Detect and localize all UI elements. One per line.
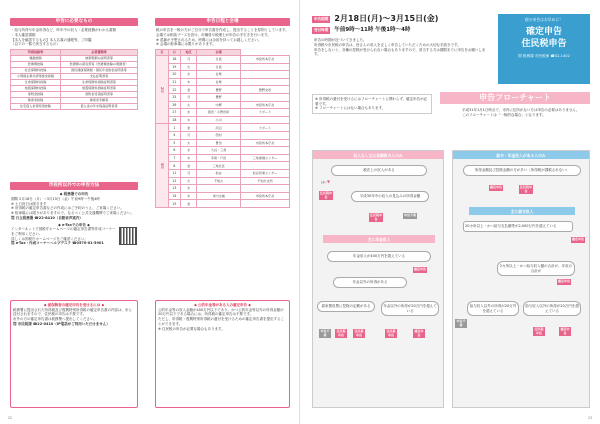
required-items-line: （以下の一覧で該当するもの） [11, 42, 60, 47]
deduction-name: 雑損控除 [11, 56, 61, 62]
schedule-col-header: 月 [156, 50, 169, 56]
schedule-weekday: 火 [181, 101, 197, 109]
table-row [11, 103, 138, 109]
flow-result-tag: 確定申告 [560, 327, 570, 335]
schedule-district: 豊野 [197, 86, 241, 94]
schedule-table [155, 49, 290, 208]
schedule-weekday: 金 [181, 86, 197, 94]
schedule-weekday: 火 [181, 139, 197, 147]
schedule-day: 25 [168, 93, 180, 101]
outside-line: ※ 所得税の確定申告書などの作成にはご予約のうえ、ご来場ください。 [11, 206, 124, 211]
consult-line-1: 確定申告 [525, 27, 562, 38]
schedule-weekday: 月 [181, 169, 197, 177]
pension-box-line: ※ 住民税の申告が必要な場合もあります。 [158, 326, 225, 331]
flow-column-income [312, 150, 444, 408]
flow-result-tag: 申告不要 [320, 329, 330, 337]
schedule-venue: 市役所本庁舎 [240, 139, 289, 147]
tax-office-heading: ◆ 税務署での申告 [59, 192, 89, 197]
schedule-weekday: 水 [181, 71, 197, 79]
schedule-venue [240, 93, 289, 101]
schedule-venue [240, 131, 289, 139]
flow-result-tag: 申告不要 [403, 213, 416, 217]
deduction-docs: 障害者手帳等 [61, 97, 138, 103]
schedule-district: 大谷・三角 [197, 147, 241, 155]
schedule-venue: 市役所本庁舎 [240, 101, 289, 109]
flow-result-tag: 住民税申告 [519, 185, 532, 193]
insured-help-title: ◆ 被保険者の確定申告を受けるには ◆ [43, 303, 105, 307]
flow-result-tag: 確定申告 [571, 237, 584, 241]
flow-result-tag: 申告不要 [456, 319, 466, 327]
schedule-col-header: 地区 [181, 50, 197, 56]
deduction-table [10, 49, 138, 110]
pension-box-title: ◆ 公的年金等がある人の確定申告 ◆ [194, 303, 251, 307]
schedule-district [197, 185, 241, 193]
schedule-district: 日高 [197, 56, 241, 64]
flowchart-header-area [312, 92, 590, 146]
schedule-intro: 税の申告を一般の方がご自分で申告書を作成し、提出することを原則としています。 [156, 28, 289, 33]
consult-box [498, 14, 590, 84]
required-items-section [10, 18, 138, 110]
schedule-district: 中郷 [197, 101, 241, 109]
schedule-day: 4 [168, 131, 180, 139]
schedule-weekday: 金 [181, 124, 197, 132]
table-row [156, 162, 290, 170]
deduction-docs: 借入金の年末残高証明書等 [61, 103, 138, 109]
period-value: 2月18日(月)〜3月15日(金) [334, 14, 439, 23]
outside-line: ※ 土日祝日は除きます [11, 201, 47, 206]
schedule-day: 13 [168, 185, 180, 193]
schedule-day: 19 [168, 63, 180, 71]
flow-question: 平成30年中の収入の見込みの所得金額 [351, 191, 429, 202]
schedule-venue: 豊野支所 [240, 86, 289, 94]
schedule-venue [240, 71, 289, 79]
schedule-day: 22 [168, 86, 180, 94]
table-row [156, 139, 290, 147]
insured-help-contact: 問 市民税課 ☎22-0410（IP電話がご利用いただけません） [13, 321, 110, 326]
schedule-day: 27 [168, 109, 180, 117]
deduction-docs: 支払証明書等 [61, 73, 138, 79]
flowchart-right-notes [462, 108, 590, 117]
deduction-docs: 地震保険料控除証明書等 [61, 85, 138, 91]
flowchart-right-note: 平成31年1月1日時点で、市内に住所がない方は申告の必要はありません。 [462, 108, 580, 112]
flow-question: 所得金額及び控除金額の方が多い（所得税が課税されない） [463, 165, 581, 176]
schedule-venue [240, 147, 289, 155]
schedule-note: ※ 混雑が予想されるため、時間には余裕を持ってお越しください。 [156, 37, 262, 42]
deduction-name: 障害者控除 [11, 97, 61, 103]
flow-result-tag: 住民税申告 [336, 329, 346, 337]
flowchart-title: 申告フローチャート [440, 92, 590, 104]
deduction-name: 医療費控除 [11, 61, 61, 67]
table-row [156, 154, 290, 162]
schedule-district: 台尾 [197, 78, 241, 86]
schedule-venue: 松谷営業センター [240, 169, 289, 177]
flow-question: 2カ所以上・かつ給与収入額の合計が、年収の合計が [497, 261, 575, 276]
schedule-day: 12 [168, 177, 180, 185]
flow-question: 年金以外の所得がある [333, 277, 407, 288]
table-row [156, 147, 290, 155]
right-page [300, 0, 600, 424]
flow-result-tag: 住民税申告 [354, 329, 364, 337]
table-row [156, 200, 290, 208]
table-row [156, 109, 290, 117]
table-row [156, 185, 290, 193]
flow-column-salary [452, 150, 590, 408]
table-row [156, 131, 290, 139]
arrow-icon: ▼ [327, 179, 331, 184]
deduction-docs: 生命保険料控除証明書等 [61, 79, 138, 85]
etax-line: インターネットで国税庁ホームページの確定申告書等作成コーナーをご利用ください。 [11, 227, 116, 236]
schedule-day: 6 [168, 147, 180, 155]
consult-title: 税の申告はお早めに！ [525, 17, 563, 22]
schedule-weekday: 木 [181, 154, 197, 162]
consult-contact: 問 税務課 市民税係 ☎32-1402 [518, 54, 570, 59]
schedule-title: 申告日程と会場 [155, 18, 290, 26]
table-row [156, 192, 290, 200]
schedule-venue: 市役所本庁舎 [240, 192, 289, 200]
page-number: 23 [587, 415, 592, 420]
table-row [11, 67, 138, 73]
deduction-name: 寄附金控除 [11, 91, 61, 97]
etax-heading: ◆ e-Taxでの申告 ◆ [58, 222, 90, 227]
deduction-col-header: 所得控除等 [11, 50, 61, 56]
schedule-venue: 不知火支所 [240, 177, 289, 185]
schedule-day: 7 [168, 154, 180, 162]
schedule-district: 黒田・小野田町 [197, 109, 241, 117]
table-row [156, 177, 290, 185]
schedule-weekday: 金 [181, 200, 197, 208]
schedule-month: 3月 [156, 124, 169, 208]
flow-result-tag: 住民税申告 [369, 213, 382, 221]
table-row [156, 86, 290, 94]
schedule-district: 西村 [197, 131, 241, 139]
insured-help-box [10, 300, 138, 408]
schedule-district: 台尾 [197, 71, 241, 79]
flow-result-tag: 住民税申告 [534, 327, 544, 335]
schedule-col-header: 日 [168, 50, 180, 56]
schedule-venue: ラポート [240, 124, 289, 132]
required-items-line: ・給与所得や年金所得など、昨年中の収入・必要経費がわかる書類 [11, 28, 116, 33]
schedule-month: 2月 [156, 56, 169, 124]
schedule-weekday: 木 [181, 192, 197, 200]
schedule-day: 8 [168, 162, 180, 170]
flow-column-income-header: 収入なし又は非課税の人のみ [313, 151, 443, 159]
flow-result-tag: 確定申告 [489, 185, 502, 189]
schedule-venue: ラポート [240, 109, 289, 117]
table-row [156, 116, 290, 124]
etax-line: 詳しくは国税庁ホームページをご確認ください。 [11, 236, 88, 241]
schedule-day: 11 [168, 169, 180, 177]
deduction-name: 社会保険料控除 [11, 67, 61, 73]
pension-subbar: 主に年金収入 [323, 235, 435, 243]
schedule-weekday: 水 [181, 185, 197, 193]
flowchart-note: ※ フローチャートにはない場合もあります。 [315, 106, 386, 111]
period-label: 申告期間 [314, 16, 329, 21]
outside-line: ※ 駐車場には限りがありますので、なるべく公共交通機関でご来場ください。 [11, 211, 134, 216]
schedule-weekday: 月 [181, 56, 197, 64]
flow-question: 給与収入以外の所得が20万円を超えている [467, 301, 519, 316]
flow-yes: はい [321, 180, 328, 184]
schedule-district: 不知火 [197, 177, 241, 185]
deduction-name: 地震保険料控除 [11, 85, 61, 91]
flow-question: 税法上の収入がある [331, 165, 427, 176]
schedule-district: 河辺 [197, 124, 241, 132]
intro-line: 所得税や市民税の申告は、皆さんの収入を正しく申告していただくための大切な手続きです。 [314, 42, 461, 47]
period-block [312, 14, 492, 57]
pension-box [155, 300, 290, 408]
schedule-section [155, 18, 290, 208]
deduction-name: 住宅借入金等特別控除 [11, 103, 61, 109]
table-row [156, 93, 290, 101]
schedule-district: 豊野 [197, 93, 241, 101]
table-row [156, 101, 290, 109]
schedule-day: 14 [168, 192, 180, 200]
schedule-district: 小川 [197, 116, 241, 124]
schedule-weekday: 月 [181, 131, 197, 139]
schedule-district: 松谷 [197, 169, 241, 177]
deduction-col-header: 必要書類等 [61, 50, 138, 56]
intro-line: 申告をしないと、各種の控除が受けられない場合もありますので、該当する方は期限までに申告をお願いします。 [314, 47, 486, 57]
flowchart-right-note: このフローチャートは「一般的な場合」となります。 [462, 112, 546, 117]
deduction-docs: 国民健康保険税・国民年金掛金証明書等 [61, 67, 138, 73]
consult-line-2: 住民税申告 [521, 39, 567, 50]
schedule-day: 1 [168, 124, 180, 132]
flow-result-tag: 確定申告 [414, 329, 424, 337]
intro-line: 申告の時期が近づいてきました。 [314, 38, 367, 43]
flowchart-notes [312, 94, 432, 114]
schedule-note: ※ 会場の駐車場には限りがあります。 [156, 42, 216, 47]
schedule-intro: 会場では相談ブースを設け、市職員や税理士が申告の手引きを行います。 [156, 32, 271, 37]
flow-question: 源泉徴収票に控除の記載がある [317, 301, 375, 312]
schedule-weekday: 水 [181, 109, 197, 117]
schedule-day: 26 [168, 101, 180, 109]
table-row [11, 61, 138, 67]
schedule-weekday: 水 [181, 147, 197, 155]
flow-question: 年金以外の所得が20万円を超えている [381, 301, 439, 316]
flow-result-tag: 住民税申告 [386, 329, 396, 337]
salary-subbar: 主に給与収入 [469, 207, 575, 215]
schedule-venue [240, 116, 289, 124]
flow-question: 20カ所以上・かつ給与支払額等が2,000万円を超えている [463, 221, 573, 232]
flow-result-tag: 確定申告 [413, 267, 426, 271]
schedule-day: 5 [168, 139, 180, 147]
deduction-docs: 寄附金受領証明書等 [61, 91, 138, 97]
deduction-docs: 医療費の領収書等（医療費控除の明細書） [61, 61, 138, 67]
schedule-venue [240, 63, 289, 71]
schedule-day: 20 [168, 71, 180, 79]
schedule-venue: 三角保健センター [240, 154, 289, 162]
pension-box-line: ただし、所得税・復興特別所得税の還付を受けるための確定申告書を提出することができます。 [158, 317, 284, 326]
required-items-lines [10, 26, 138, 49]
flow-question: 年金収入が400万円を超えている [327, 251, 431, 262]
table-row [156, 56, 290, 64]
pension-box-line: 公的年金等の収入金額が400万円以下であり、かつ公的年金等以外の所得金額が20万円以下である場合には、所得税の確定申告は不要です。 [158, 307, 284, 317]
insured-help-line: 税務署に提出された所得税及び復興特別所得税の確定申告書の内容は、市に送付されますので、住民税の申告は不要です。 [13, 307, 132, 317]
table-row [156, 124, 290, 132]
flow-result-tag: 住民税申告 [319, 191, 332, 199]
outside-section [10, 182, 138, 248]
schedule-venue [240, 78, 289, 86]
outside-line: 期間 2月18日（月）〜3月15日（金）午前9時〜午後4時 [11, 196, 100, 201]
required-items-line: ・本人確認書類 [11, 32, 36, 37]
time-label: 受付時間 [314, 28, 329, 33]
qr-code-icon[interactable] [119, 227, 137, 245]
required-items-title: 申告に必要なもの [10, 18, 138, 26]
flow-question: 給与収入以外の所得が20万円を超えている [523, 301, 581, 316]
table-row [156, 63, 290, 71]
schedule-district: 日高 [197, 63, 241, 71]
schedule-day: 21 [168, 78, 180, 86]
table-row [156, 78, 290, 86]
schedule-day: 15 [168, 200, 180, 208]
etax-contact: 問 e-Tax・作成コーナーヘルプデスク ☎0570-01-5901 [11, 241, 104, 246]
schedule-district: 三角北区 [197, 162, 241, 170]
schedule-venue: 市役所本庁舎 [240, 56, 289, 64]
schedule-weekday: 金 [181, 162, 197, 170]
table-row [156, 71, 290, 79]
page-number: 22 [8, 415, 13, 420]
flow-column-salary-header: 給与・年金収入がある人のみ [453, 151, 589, 159]
deduction-name: 生命保険料控除 [11, 79, 61, 85]
schedule-col-header: 会場 [197, 50, 241, 56]
schedule-day: 28 [168, 116, 180, 124]
schedule-district: 豊田 [197, 139, 241, 147]
schedule-weekday: 木 [181, 116, 197, 124]
schedule-weekday: 火 [181, 177, 197, 185]
schedule-venue [240, 185, 289, 193]
schedule-weekday: 月 [181, 93, 197, 101]
tax-office-contact: 問 日立税務署 ☎22-8410（自動音声案内） [11, 215, 83, 220]
schedule-day: 18 [168, 56, 180, 64]
deduction-name: 小規模企業共済等掛金控除 [11, 73, 61, 79]
time-value: 午前9時〜11時 午後1時〜4時 [334, 26, 411, 33]
schedule-venue [240, 200, 289, 208]
schedule-weekday: 木 [181, 78, 197, 86]
schedule-district [197, 200, 241, 208]
flow-result-tag: 確定申告 [557, 279, 570, 283]
schedule-district: 市内全域 [197, 192, 241, 200]
schedule-district: 多賀・戸田 [197, 154, 241, 162]
required-items-line: 【本人を確認するもの】本人名義の通帳等、ご印鑑 [11, 37, 92, 42]
table-row [156, 169, 290, 177]
schedule-venue [240, 162, 289, 170]
outside-title: 市役所以外での申告方法 [10, 182, 138, 190]
deduction-docs: 被害明細の証明書等 [61, 56, 138, 62]
flowchart-note: ※ 所得税の還付を受けるにはフローチャートに関わらず、確定申告が必要です。 [315, 97, 428, 106]
insured-help-line: 市外の方の確定申告書は税務署へ提出してください。 [13, 317, 97, 322]
schedule-weekday: 火 [181, 63, 197, 71]
